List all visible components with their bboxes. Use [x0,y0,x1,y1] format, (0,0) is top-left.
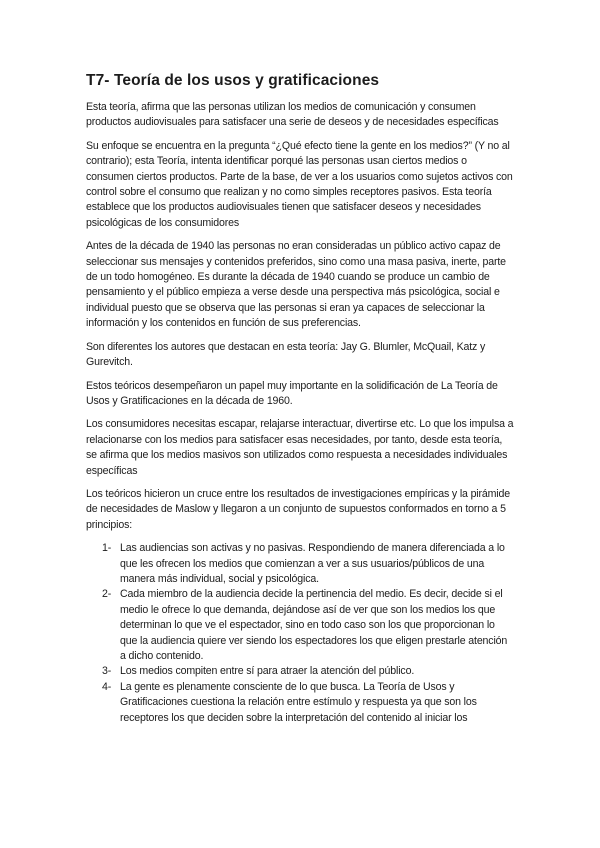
paragraph-principles-intro: Los teóricos hicieron un cruce entre los resultados de investigaciones empíricas y la pirámide de necesidades de Maslow y llegaron a un conjunto de supuestos conformados en torno a 5 principios: [86,487,510,531]
list-item-number: 1- [102,542,112,555]
list-item-text: Cada miembro de la audiencia decide la pertinencia del medio. Es decir, decide si el medio le ofrece lo que demanda, dejándose así de ver que son los medios los que determinan lo que ve el espectador, sino en todo caso son los que proporcionan lo que la audiencia quiere ver siendo los espectadores los que eligen prestarle atención a dicho contenido. [120,588,508,662]
paragraph-consumer-needs: Los consumidores necesitas escapar, relajarse interactuar, divertirse etc. Lo que los impulsa a relacionarse con los medios para satisfacer esas necesidades, por tanto, desde esta teoría, se afirma que los medios masivos son utilizados como respuesta a necesidades individuales específicas [86,418,514,477]
list-item [86,587,514,664]
list-item-number: 4- [102,680,112,693]
paragraph-history: Antes de la década de 1940 las personas no eran consideradas un público activo capaz de seleccionar sus mensajes y contenidos preferidos, sino como una masa pasiva, inerte, parte de un todo homogéneo. Es durante la década de 1940 cuando se produce un cambio de pensamiento y el público empieza a verse desde una perspectiva más psicológica, social e individual puesto que se observa que las personas si eran ya capaces de seleccionar la información y los contenidos en función de sus preferencias. [86,240,506,330]
list-item [86,664,514,679]
list-item-text: Las audiencias son activas y no pasivas. Respondiendo de manera diferenciada a lo que les ofrecen los medios que comienzan a ver a sus usuarios/públicos de una manera más individual, social y psicológica. [120,542,505,585]
list-item-number: 2- [102,588,112,601]
paragraph-approach: Su enfoque se encuentra en la pregunta “¿Qué efecto tiene la gente en los medios?” (Y no al contrario); esta Teoría, intenta identificar porqué las personas usan ciertos medios o consumen ciertos productos. Parte de la base, de ver a los usuarios como sujetos activos con control sobre el consumo que realizan y no como simples receptores pasivos. Esta teoría establece que los productos audiovisuales tienen que satisfacer deseos y necesidades psicológicas de los consumidores [86,139,513,229]
paragraph-authors: Son diferentes los autores que destacan en esta teoría: Jay G. Blumler, McQuail, Katz y Gurevitch. [86,340,486,369]
list-item-number: 3- [102,665,112,678]
list-item-text: Los medios compiten entre sí para atraer la atención del público. [120,665,415,678]
page-title: T7- Teoría de los usos y gratificaciones [86,72,380,89]
paragraph-definition: Esta teoría, afirma que las personas utilizan los medios de comunicación y consumen productos audiovisuales para satisfacer una serie de deseos y de necesidades específicas [86,101,499,129]
paragraph-theorists-role: Estos teóricos desempeñaron un papel muy importante en la solidificación de La Teoría de Usos y Gratificaciones en la década de 1960. [86,379,498,407]
principles-list [86,541,514,726]
list-item [86,680,514,726]
list-item-text: La gente es plenamente consciente de lo que busca. La Teoría de Usos y Gratificaciones cuestiona la relación entre estímulo y respuesta ya que son los receptores los que deciden sobre la interpretación del contenido al iniciar los [120,680,477,724]
list-item [86,541,514,587]
